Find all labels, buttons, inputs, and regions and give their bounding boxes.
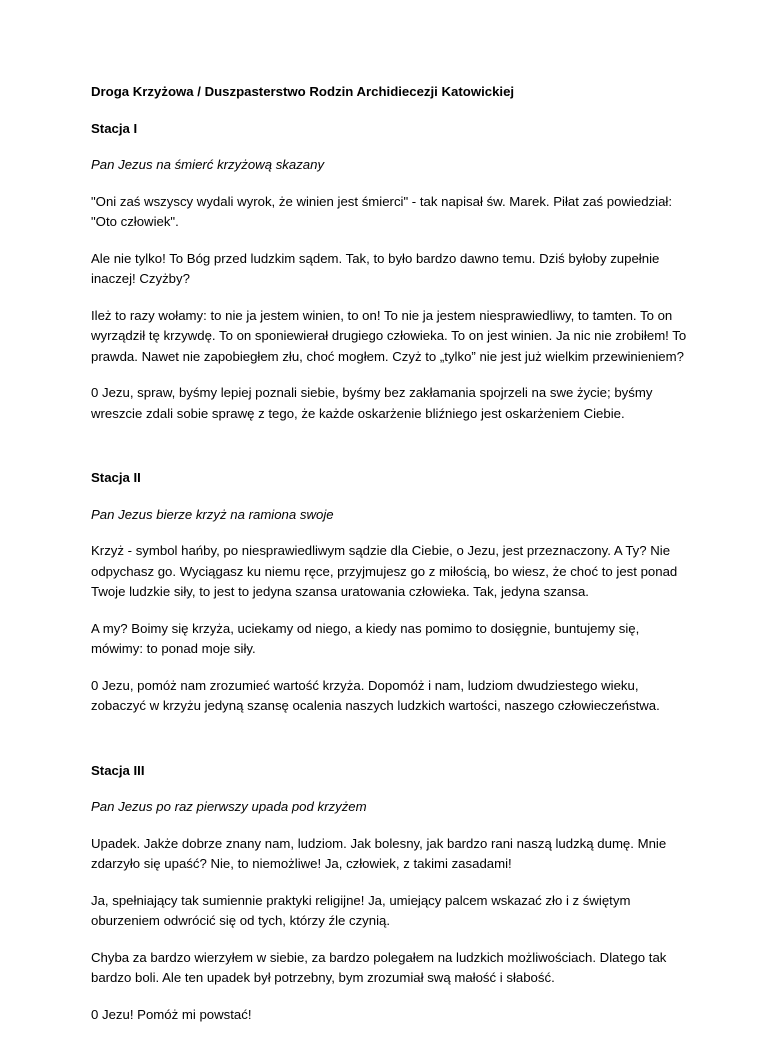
document-title: Droga Krzyżowa / Duszpasterstwo Rodzin Archidiecezji Katowickiej [91,84,515,99]
station-2 [91,468,691,717]
station-3 [91,761,691,1026]
station-subtitle: Pan Jezus na śmierć krzyżową skazany [91,157,325,172]
station-heading: Stacja II [91,470,141,485]
paragraph: 0 Jezu, pomóż nam zrozumieć wartość krzyża. Dopomóż i nam, ludziom dwudziestego wieku, zobaczyć w krzyżu jedyną szansę ocalenia naszych ludzkich wartości, naszego człowieczeństwa. [91,677,660,713]
paragraph: Upadek. Jakże dobrze znany nam, ludziom. Jak bolesny, jak bardzo rani naszą ludzką dumę. Mnie zdarzyło się upaść? Nie, to niemożliwe! Ja, człowiek, z takimi zasadami! [91,835,667,871]
station-heading: Stacja I [91,120,138,136]
paragraph: 0 Jezu! Pomóż mi powstać! [91,1006,252,1022]
station-heading: Stacja III [91,762,145,778]
paragraph: Krzyż - symbol hańby, po niesprawiedliwym sądzie dla Ciebie, o Jezu, jest przeznaczony. A Ty? Nie odpychasz go. Wyciągasz ku niemu ręce, przyjmujesz go z miłością, bo wiesz, że choć to jest ponad Twoje ludzkie siły, to jest to jedyna szansa uratowania człowieka. Tak, jedyna szansa. [91,543,678,599]
paragraph: Ja, spełniający tak sumiennie praktyki religijne! Ja, umiejący palcem wskazać zło i z świętym oburzeniem odwrócić się od tych, którzy źle czynią. [91,892,631,928]
paragraph: Ileż to razy wołamy: to nie ja jestem winien, to on! To nie ja jestem niesprawiedliwy, to tamten. To on wyrządził tę krzywdę. To on sponiewierał drugiego człowieka. To on jest winien. Ja nic nie zrobiłem! To prawda. Nawet nie zapobiegłem złu, choć mogłem. Czyż to „tylko” nie jest już wielkim przewinieniem? [91,307,687,364]
station-subtitle: Pan Jezus po raz pierwszy upada pod krzyżem [91,799,367,814]
document-page [91,82,691,1041]
paragraph: "Oni zaś wszyscy wydali wyrok, że winien jest śmierci" - tak napisał św. Marek. Piłat zaś powiedział: "Oto człowiek". [91,193,673,229]
paragraph: Ale nie tylko! To Bóg przed ludzkim sądem. Tak, to było bardzo dawno temu. Dziś byłoby zupełnie inaczej! Czyżby? [91,250,660,286]
paragraph: A my? Boimy się krzyża, uciekamy od niego, a kiedy nas pomimo to dosięgnie, buntujemy się, mówimy: to ponad moje siły. [91,620,640,656]
paragraph: Chyba za bardzo wierzyłem w siebie, za bardzo polegałem na ludzkich możliwościach. Dlatego tak bardzo boli. Ale ten upadek był potrzebny, bym zrozumiał swą małość i słabość. [91,949,667,985]
paragraph: 0 Jezu, spraw, byśmy lepiej poznali siebie, byśmy bez zakłamania spojrzeli na swe życie; byśmy wreszcie zdali sobie sprawę z tego, że każde oskarżenie bliźniego jest oskarżeniem Ciebie. [91,385,653,421]
station-1 [91,119,691,425]
station-subtitle: Pan Jezus bierze krzyż na ramiona swoje [91,506,334,522]
